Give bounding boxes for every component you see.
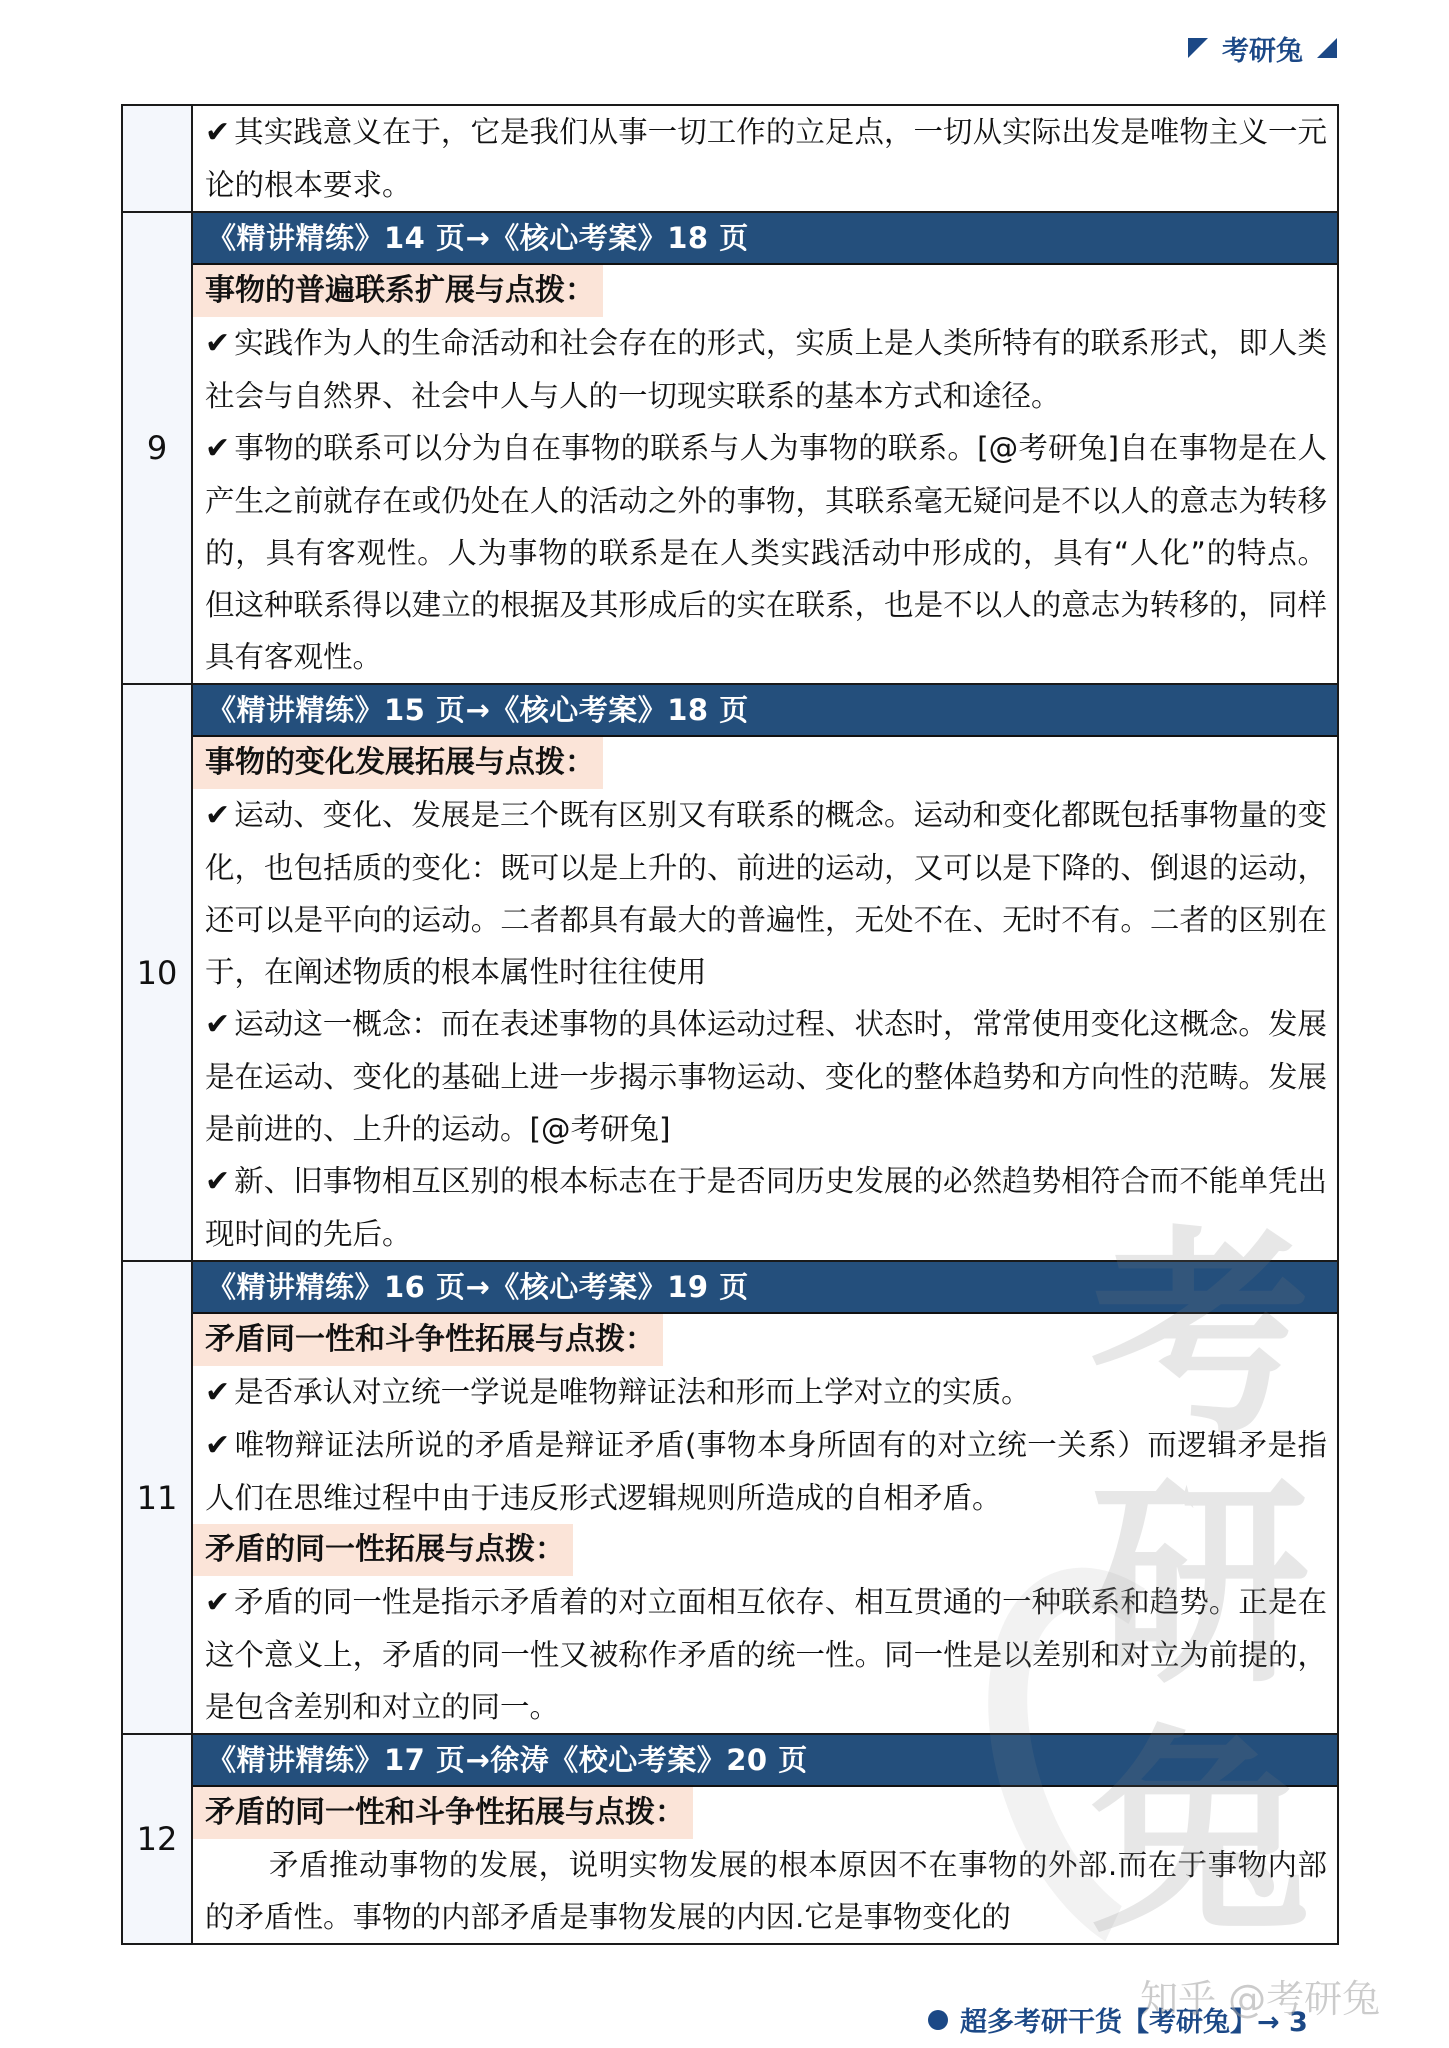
section-subheading: 矛盾的同一性和斗争性拓展与点拨：: [193, 1787, 693, 1839]
brand-label: 考研兔: [1222, 35, 1303, 67]
table-row: [122, 1734, 1338, 1944]
page-reference-header: 《精讲精练》15 页→《核心考案》18 页: [193, 685, 1337, 737]
row-number: 11: [122, 1261, 192, 1734]
bullet-paragraph: ✔ 唯物辩证法所说的矛盾是辩证矛盾(事物本身所固有的对立统一关系）而逻辑矛是指人们在思维过程中由于违反形式逻辑规则所造成的自相矛盾。: [205, 1428, 1327, 1515]
row-content: [192, 684, 1338, 1261]
page-footer: [928, 2000, 1308, 2039]
page-reference-header: 《精讲精练》17 页→徐涛《校心考案》20 页: [193, 1735, 1337, 1787]
section-subheading: 事物的变化发展拓展与点拨：: [193, 737, 603, 789]
row-content: [192, 1261, 1338, 1734]
triangle-left-icon: [1188, 38, 1208, 58]
triangle-right-icon: [1317, 38, 1337, 58]
row-number: 12: [122, 1734, 192, 1944]
page-reference-header: 《精讲精练》16 页→《核心考案》19 页: [193, 1262, 1337, 1314]
table-row: [122, 684, 1338, 1261]
bullet-paragraph: ✔ 实践作为人的生命活动和社会存在的形式，实质上是人类所特有的联系形式，即人类社会与自然界、社会中人与人的一切现实联系的基本方式和途径。: [205, 326, 1327, 413]
section-subheading: 矛盾同一性和斗争性拓展与点拨：: [193, 1314, 663, 1366]
bullet-paragraph: ✔ 新、旧事物相互区别的根本标志在于是否同历史发展的必然趋势相符合而不能单凭出现时间的先后。: [205, 1164, 1327, 1251]
checkmark-icon: ✔: [205, 798, 231, 833]
footer-text: 超多考研干货【考研兔】→ 3: [960, 2007, 1308, 2038]
checkmark-icon: ✔: [205, 115, 231, 150]
row-content: [192, 105, 1338, 212]
row-content: [192, 1734, 1338, 1944]
body-paragraph: 矛盾推动事物的发展，说明实物发展的根本原因不在事物的外部.而在于事物内部的矛盾性。事物的内部矛盾是事物发展的内因.它是事物变化的: [205, 1848, 1327, 1934]
checkmark-icon: ✔: [205, 1585, 231, 1620]
table-row: [122, 212, 1338, 684]
bullet-paragraph: ✔ 是否承认对立统一学说是唯物辩证法和形而上学对立的实质。: [205, 1375, 1031, 1410]
row-number: [122, 105, 192, 212]
checkmark-icon: ✔: [205, 1428, 231, 1463]
notes-table: [121, 104, 1339, 1945]
checkmark-icon: ✔: [205, 1375, 231, 1410]
row-number: 9: [122, 212, 192, 684]
section-subheading: 矛盾的同一性拓展与点拨：: [193, 1524, 573, 1576]
checkmark-icon: ✔: [205, 1007, 231, 1042]
page-reference-header: 《精讲精练》14 页→《核心考案》18 页: [193, 213, 1337, 265]
bullet-paragraph: ✔ 矛盾的同一性是指示矛盾着的对立面相互依存、相互贯通的一种联系和趋势。正是在这个意义上，矛盾的同一性又被称作矛盾的统一性。同一性是以差别和对立为前提的，是包含差别和对立的同一。: [205, 1585, 1327, 1724]
row-number: 10: [122, 684, 192, 1261]
row-content: [192, 212, 1338, 684]
bullet-dot-icon: [928, 2010, 948, 2030]
table-row: [122, 105, 1338, 212]
checkmark-icon: ✔: [205, 431, 231, 466]
checkmark-icon: ✔: [205, 326, 231, 361]
bullet-paragraph: ✔ 其实践意义在于，它是我们从事一切工作的立足点，一切从实际出发是唯物主义一元论的根本要求。: [205, 115, 1327, 202]
bullet-paragraph: ✔ 运动这一概念：而在表述事物的具体运动过程、状态时，常常使用变化这概念。发展是在运动、变化的基础上进一步揭示事物运动、变化的整体趋势和方向性的范畴。发展是前进的、上升的运动。[@考研兔]: [205, 1007, 1327, 1146]
section-subheading: 事物的普遍联系扩展与点拨：: [193, 265, 603, 317]
bullet-paragraph: ✔ 事物的联系可以分为自在事物的联系与人为事物的联系。[@考研兔]自在事物是在人产生之前就存在或仍处在人的活动之外的事物，其联系毫无疑问是不以人的意志为转移的，具有客观性。人为事物的联系是在人类实践活动中形成的，具有“人化”的特点。但这种联系得以建立的根据及其形成后的实在联系，也是不以人的意志为转移的，同样具有客观性。: [205, 431, 1327, 674]
checkmark-icon: ✔: [205, 1164, 231, 1199]
zhihu-watermark: 知乎 @考研兔: [1140, 1977, 1381, 2021]
bullet-paragraph: ✔ 运动、变化、发展是三个既有区别又有联系的概念。运动和变化都既包括事物量的变化，也包括质的变化：既可以是上升的、前进的运动，又可以是下降的、倒退的运动，还可以是平向的运动。二者都具有最大的普遍性，无处不在、无时不有。二者的区别在于，在阐述物质的根本属性时往往使用: [205, 798, 1327, 989]
brand-header: [1188, 28, 1337, 68]
table-row: [122, 1261, 1338, 1734]
